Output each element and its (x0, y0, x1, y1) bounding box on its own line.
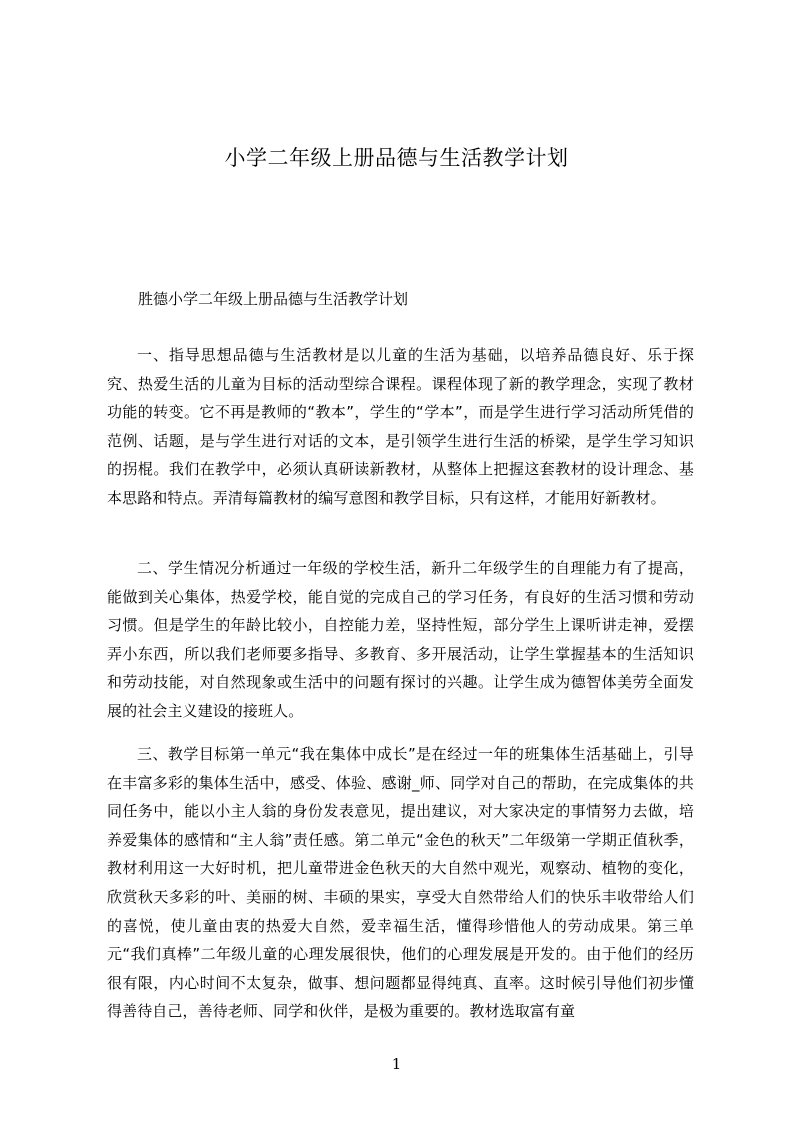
paragraph-teaching-goals: 三、教学目标第一单元“我在集体中成长”是在经过一年的班集体生活基础上，引导在丰富多彩的集体生活中，感受、体验、感谢_师、同学对自己的帮助，在完成集体的共同任务中，能以小主人翁的身份发表意见，提出建议，对大家决定的事情努力去做，培养爱集体的感情和“主人翁”责任感。第二单元“金色的秋天”二年级第一学期正值秋季，教材利用这一大好时机，把儿童带进金色秋天的大自然中观光，观察动、植物的变化，欣赏秋天多彩的叶、美丽的树、丰硕的果实，享受大自然带给人们的快乐丰收带给人们的喜悦，使儿童由衷的热爱大自然，爱幸福生活，懂得珍惜他人的劳动成果。第三单元“我们真棒”二年级儿童的心理发展很快，他们的心理发展是开发的。由于他们的经历很有限，内心时间不太复杂，做事、想问题都显得纯真、直率。这时候引导他们初步懂得善待自己，善待老师、同学和伙伴，是极为重要的。教材选取富有童 (107, 745, 694, 1021)
paragraph-guiding-ideology: 一、指导思想品德与生活教材是以儿童的生活为基础，以培养品德良好、乐于探究、热爱生活的儿童为目标的活动型综合课程。课程体现了新的教学理念，实现了教材功能的转变。它不再是教师的“教本”，学生的“学本”，而是学生进行学习活动所凭借的范例、话题，是与学生进行对话的文本，是引领学生进行生活的桥梁，是学生学习知识的拐棍。我们在教学中，必须认真研读新教材，从整体上把握这套教材的设计理念、基本思路和特点。弄清每篇教材的编写意图和教学目标，只有这样，才能用好新教材。 (107, 346, 694, 507)
document-subtitle: 胜德小学二年级上册品德与生活教学计划 (138, 290, 409, 308)
page-number: 1 (391, 1055, 402, 1073)
paragraph-student-analysis: 二、学生情况分析通过一年级的学校生活，新升二年级学生的自理能力有了提高，能做到关心集体，热爱学校，能自觉的完成自己的学习任务，有良好的生活习惯和劳动习惯。但是学生的年龄比较小，自控能力差，坚持性短，部分学生上课听讲走神，爱摆弄小东西，所以我们老师要多指导、多教育、多开展活动，让学生掌握基本的生活知识和劳动技能，对自然现象或生活中的问题有探讨的兴趣。让学生成为德智体美劳全面发展的社会主义建设的接班人。 (107, 559, 694, 720)
document-title: 小学二年级上册品德与生活教学计划 (224, 146, 569, 170)
